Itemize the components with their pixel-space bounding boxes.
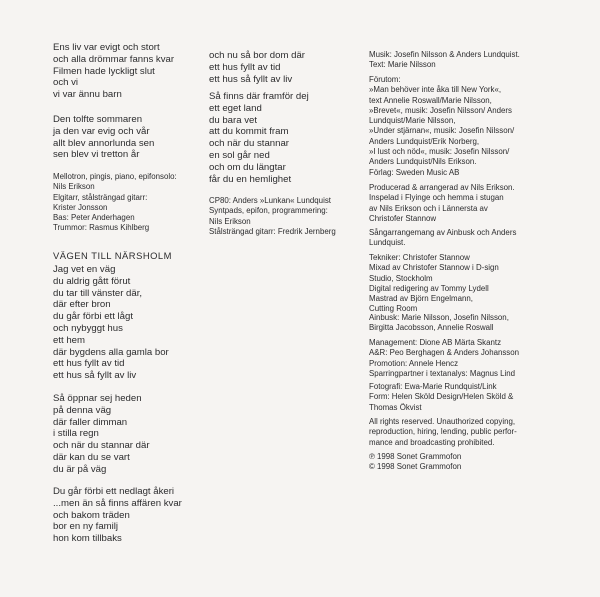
lyrics-verse: Den tolfte sommaren ja den var evig och vår allt blev annorlunda sen sen blev vi tretton år [53,114,155,161]
lyrics-verse: Jag vet en väg du aldrig gått förut du tar till vänster där, där efter bron du går förbi ett lågt och nybyggt hus ett hem där bygdens alla gamla bor ett hus fyllt av tid ett hus så fyllt av liv [53,264,169,382]
musician-credits: Mellotron, pingis, piano, epifonsolo: Nils Erikson Elgitarr, stålsträngad gitarr: Krister Jonsson Bas: Peter Anderhagen Trummor: Rasmus Kihlberg [53,172,177,233]
lyrics-verse: Så öppnar sej heden på denna väg där faller dimman i stilla regn och när du stannar där där kan du se vart du är på väg [53,393,150,475]
engineering-credits: Tekniker: Christofer Stannow Mixad av Christofer Stannow i D-sign Studio, Stockholm Digital redigering av Tommy Lydell Mastrad av Björn Engelmann, Cutting Room [369,253,499,314]
label-copyright: ℗ 1998 Sonet Grammofon © 1998 Sonet Grammofon [369,452,462,472]
production-credits: Producerad & arrangerad av Nils Erikson. Inspelad i Flyinge och hemma i stugan av Nils Erikson och i Lännersta av Christofer Stannow [369,183,515,223]
song-title: VÄGEN TILL NÄRSHOLM [53,250,172,261]
management-credits: Management: Dione AB Märta Skantz A&R: Peo Berghagen & Anders Johansson Promotion: Annele Hencz Sparringpartner i textanalys: Magnus Lind [369,338,520,378]
lyrics-verse: Du går förbi ett nedlagt åkeri ...men än så finns affären kvar och bakom träden bor en ny familj hon kom tillbaks [53,486,182,545]
band-members: Ainbusk: Marie Nilsson, Josefin Nilsson, Birgitta Jacobsson, Annelie Roswall [369,313,509,333]
musician-credits: CP80: Anders »Lunkan« Lundquist Syntpads, epifon, programmering: Nils Erikson Stålsträngad gitarr: Fredrik Jernberg [209,196,336,236]
exception-credits: Förutom: »Man behöver inte åka till New York«, text Annelie Roswall/Marie Nilsson, »Brevet«, musik: Josefin Nilsson/ Anders Lundquist/Marie Nilsson, »Under stjärnan«, musik: Josefin Nilsson/ Anders Lundquist/Erik Norberg, »I lust och nöd«, musik: Josefin Nilsson/ Anders Lundquist/Nils Erikson. Förlag: Sweden Music AB [369,75,515,177]
lyrics-verse: och nu så bor dom där ett hus fyllt av tid ett hus så fyllt av liv [209,50,305,85]
vocal-arrangement-credits: Sångarrangemang av Ainbusk och Anders Lundquist. [369,228,517,248]
songwriter-credits: Musik: Josefin Nilsson & Anders Lundquist. Text: Marie Nilsson [369,50,520,70]
lyrics-verse: Ens liv var evigt och stort och alla drömmar fanns kvar Filmen hade lyckligt slut och vi vi var ännu barn [53,42,175,101]
lyrics-verse: Så finns där framför dej ett eget land du bara vet att du kommit fram och när du stannar en sol går ned och om du längtar får du en hemlighet [209,91,309,185]
design-credits: Fotografi: Ewa-Marie Rundquist/Link Form: Helen Sköld Design/Helen Sköld & Thomas Ökvist [369,382,514,412]
copyright-notice: All rights reserved. Unauthorized copying, reproduction, hiring, lending, public perfor- mance and broadcasting prohibited. [369,417,517,447]
